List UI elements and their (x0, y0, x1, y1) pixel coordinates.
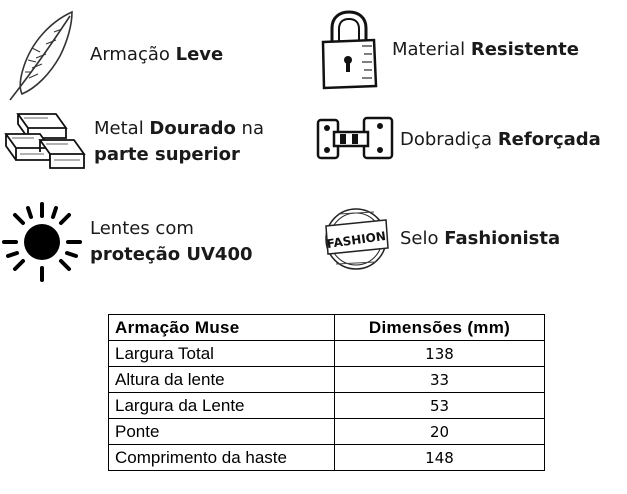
feature-text-bold: Dourado (149, 118, 236, 139)
table-header-row (109, 315, 545, 341)
feature-armacao-leve (2, 8, 223, 102)
table-row (109, 445, 545, 471)
table-row (109, 419, 545, 445)
feature-text: Lentes com (90, 218, 194, 239)
feature-text-bold: Leve (175, 44, 224, 65)
feature-text: Armação (90, 44, 176, 65)
feature-text: Dobradiça (400, 129, 498, 150)
feature-selo-fashionista (316, 204, 560, 274)
feature-text: na (235, 118, 264, 139)
feature-text: Material (392, 39, 471, 60)
seal-text: FASHION (325, 228, 387, 252)
gold-bars-icon (0, 110, 86, 174)
dimension-value: 33 (335, 367, 545, 393)
dimension-label: Largura da Lente (109, 393, 335, 419)
dimension-value: 53 (335, 393, 545, 419)
feature-text: Metal (94, 118, 150, 139)
dimensions-table (108, 314, 545, 471)
dimension-label: Largura Total (109, 341, 335, 367)
feature-text-bold: Reforçada (497, 129, 601, 150)
column-header: Armação Muse (109, 315, 335, 341)
dimension-value: 20 (335, 419, 545, 445)
feature-metal-dourado (0, 110, 264, 174)
dimension-label: Ponte (109, 419, 335, 445)
fashion-seal-icon (316, 204, 396, 274)
padlock-icon (318, 10, 380, 90)
column-header: Dimensões (mm) (335, 315, 545, 341)
feature-text: Selo (400, 228, 445, 249)
feature-protecao-uv (0, 200, 253, 284)
dimension-label: Altura da lente (109, 367, 335, 393)
feature-text-bold: proteção UV400 (90, 244, 253, 265)
sun-icon (0, 200, 84, 284)
feature-text-bold: Resistente (470, 39, 579, 60)
feather-icon (2, 8, 80, 102)
table-row (109, 367, 545, 393)
table-row (109, 341, 545, 367)
feature-dobradica-reforcada (316, 116, 601, 164)
feature-material-resistente (318, 10, 579, 90)
dimension-label: Comprimento da haste (109, 445, 335, 471)
feature-text-bold: Fashionista (444, 228, 561, 249)
table-row (109, 393, 545, 419)
hinge-icon (316, 116, 396, 164)
dimension-value: 148 (335, 445, 545, 471)
dimension-value: 138 (335, 341, 545, 367)
feature-text-bold: parte superior (94, 144, 240, 165)
